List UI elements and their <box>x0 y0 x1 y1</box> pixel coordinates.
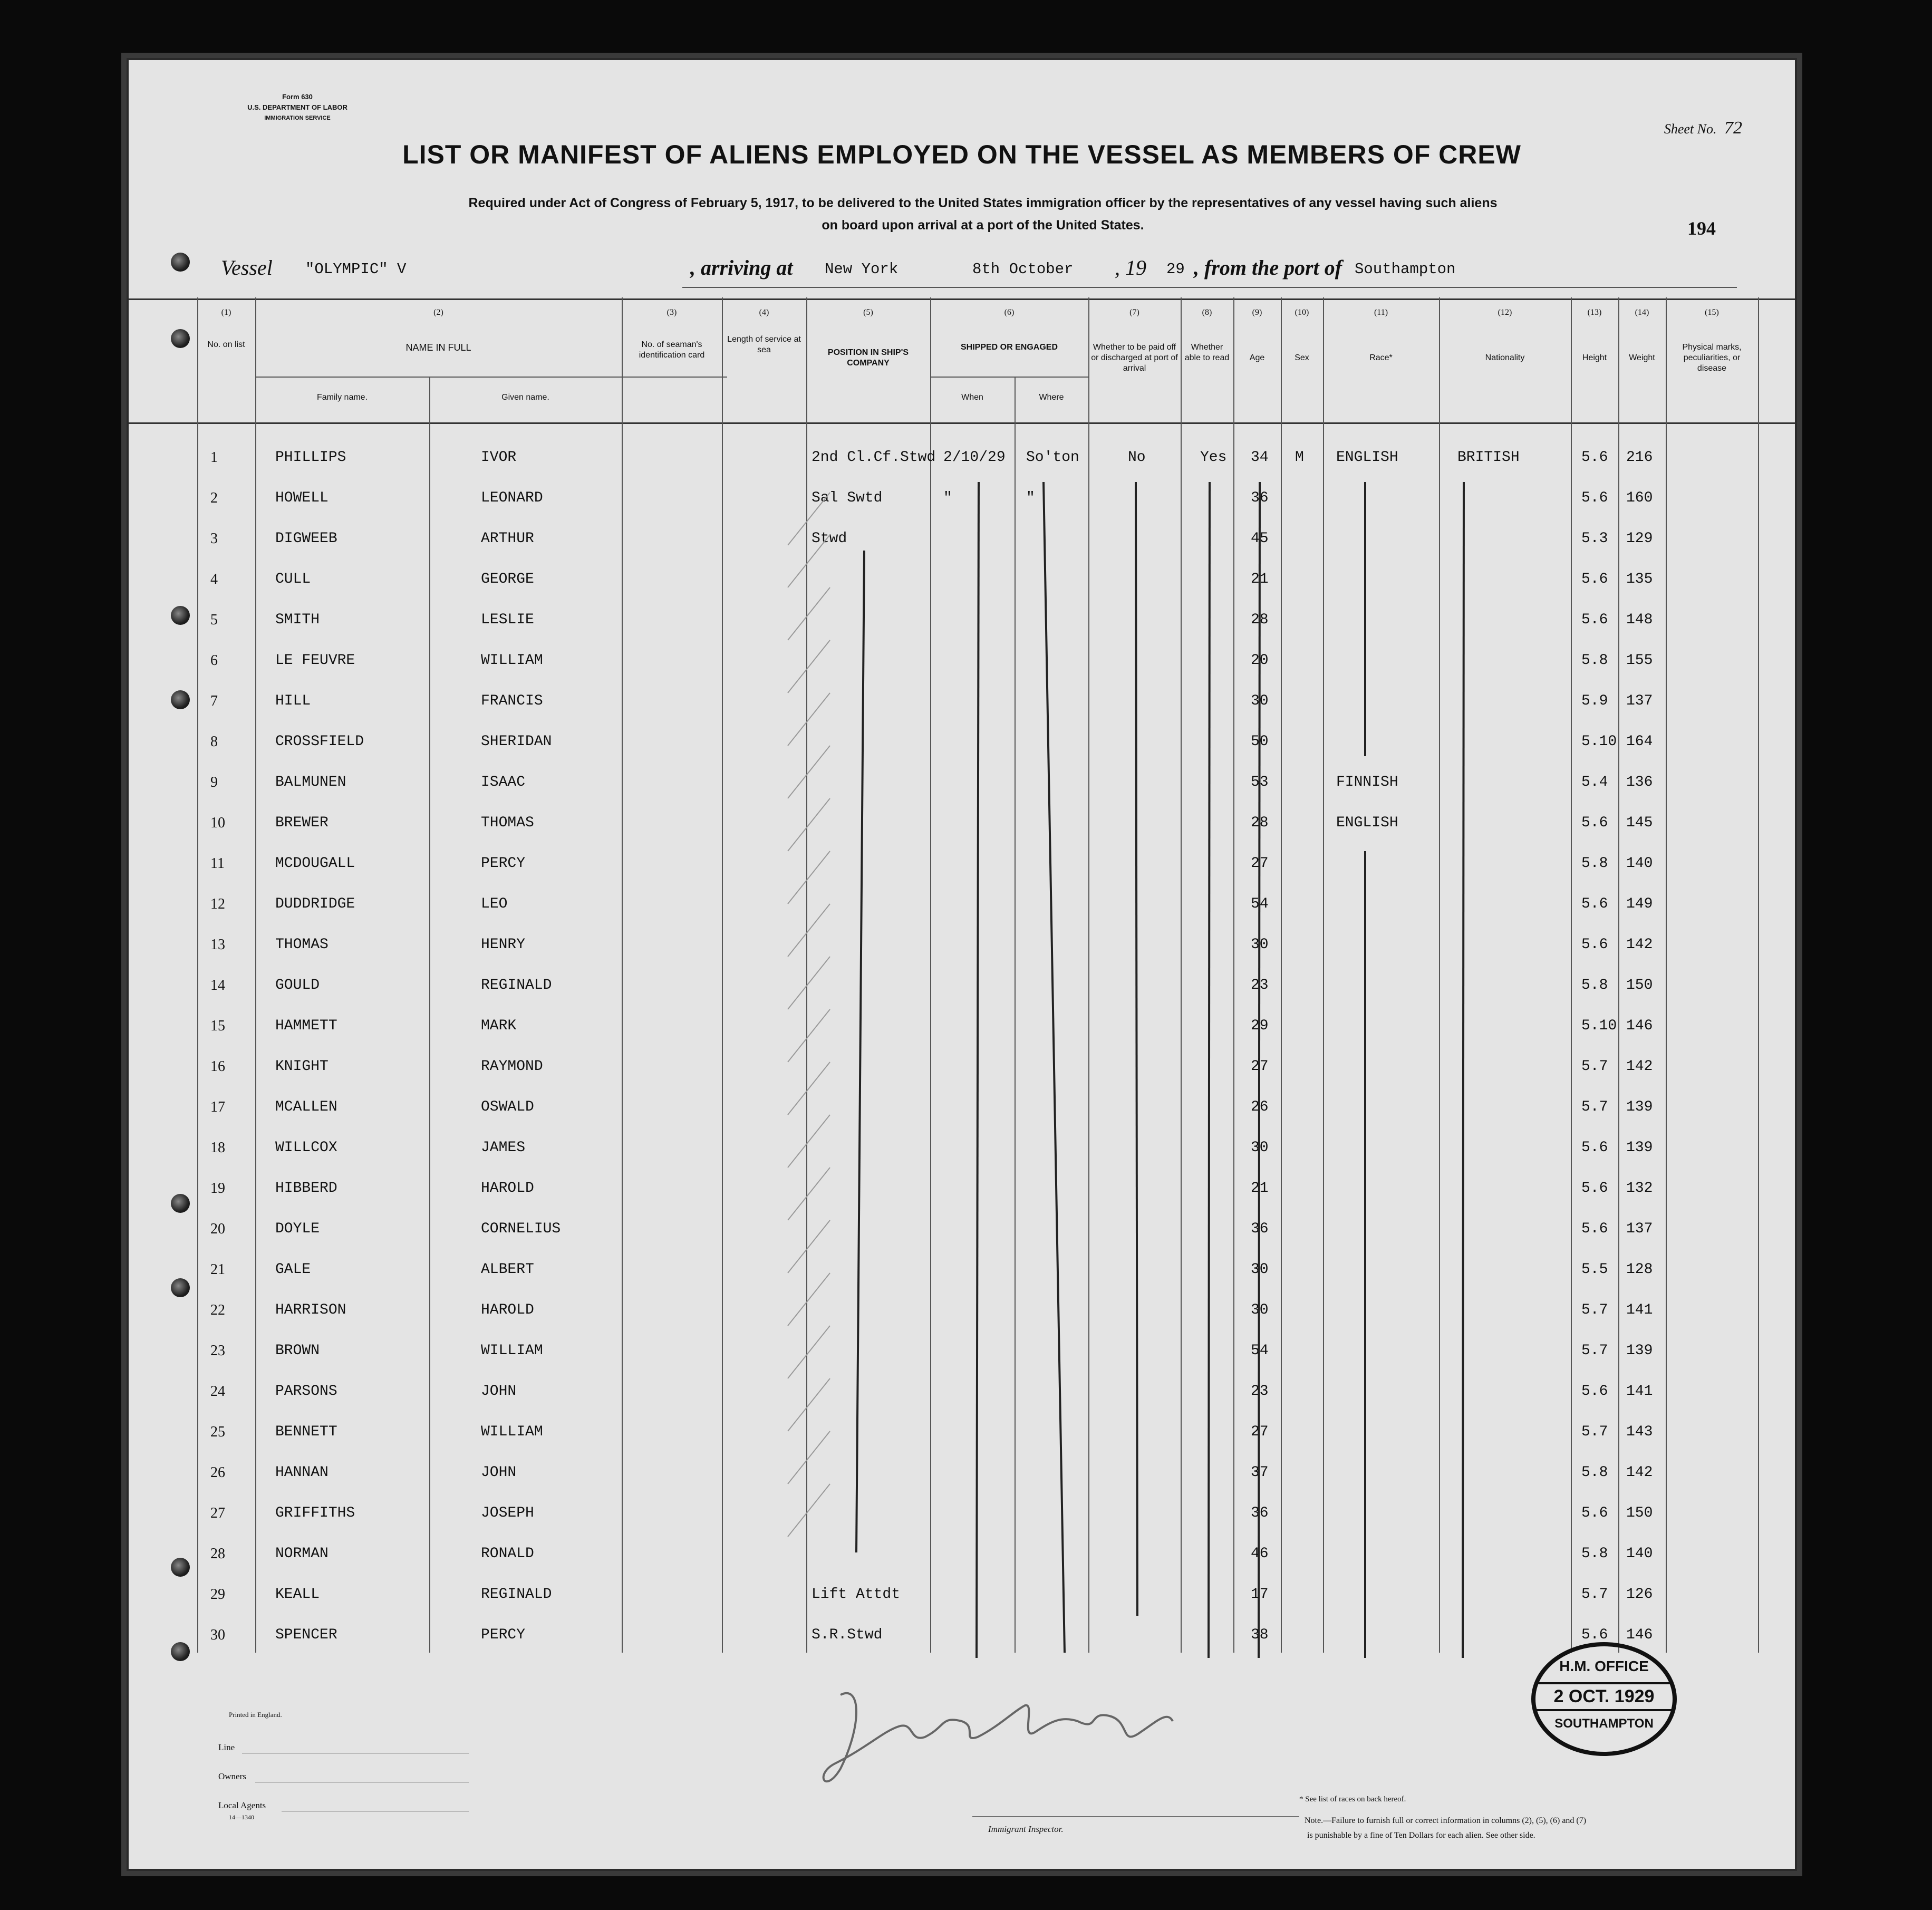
family-name-cell: HILL <box>275 693 311 709</box>
header-position: POSITION IN SHIP'S COMPANY <box>827 348 909 368</box>
family-name-cell: DIGWEEB <box>275 530 337 547</box>
family-name-cell: SPENCER <box>275 1627 337 1643</box>
height-cell: 5.3 <box>1581 530 1608 547</box>
race-cell: ENGLISH <box>1336 815 1398 831</box>
age-cell: 36 <box>1251 490 1269 506</box>
height-cell: 5.6 <box>1581 815 1608 831</box>
family-name-cell: NORMAN <box>275 1546 329 1562</box>
vessel-label: Vessel <box>221 256 273 279</box>
col-num-4: (4) <box>759 308 769 317</box>
row-number: 16 <box>210 1058 225 1075</box>
weight-cell: 155 <box>1626 652 1653 669</box>
age-cell: 30 <box>1251 1140 1269 1156</box>
row-number: 20 <box>210 1221 225 1237</box>
given-name-cell: HAROLD <box>481 1180 534 1197</box>
position-cell: S.R.Stwd <box>812 1627 883 1643</box>
row-number: 17 <box>210 1099 225 1115</box>
sheet-value: 72 <box>1724 118 1742 138</box>
height-cell: 5.8 <box>1581 855 1608 872</box>
weight-cell: 139 <box>1626 1099 1653 1115</box>
owners-label: Owners <box>218 1771 246 1781</box>
col-num-12: (12) <box>1498 308 1512 317</box>
form-number: Form 630 <box>282 93 313 101</box>
stamp-bottom: SOUTHAMPTON <box>1554 1716 1654 1731</box>
manifest-sheet <box>127 58 1797 1871</box>
given-name-cell: THOMAS <box>481 815 534 831</box>
row-number: 15 <box>210 1018 225 1034</box>
row-number: 29 <box>210 1586 225 1603</box>
row-number: 9 <box>210 774 218 790</box>
col-num-6: (6) <box>1004 308 1015 317</box>
family-name-cell: KNIGHT <box>275 1058 329 1075</box>
col-num-1: (1) <box>221 308 231 317</box>
sheet-label: Sheet No. <box>1664 121 1717 137</box>
row-number: 18 <box>210 1140 225 1156</box>
age-cell: 21 <box>1251 1180 1269 1197</box>
family-name-cell: BALMUNEN <box>275 774 346 790</box>
family-name-cell: MCALLEN <box>275 1099 337 1115</box>
weight-cell: 137 <box>1626 1221 1653 1237</box>
height-cell: 5.6 <box>1581 1180 1608 1197</box>
family-name-cell: PARSONS <box>275 1383 337 1400</box>
header-when: When <box>961 393 983 402</box>
age-cell: 30 <box>1251 1302 1269 1318</box>
given-name-cell: HAROLD <box>481 1302 534 1318</box>
weight-cell: 140 <box>1626 1546 1653 1562</box>
weight-cell: 137 <box>1626 693 1653 709</box>
weight-cell: 135 <box>1626 571 1653 587</box>
given-name-cell: HENRY <box>481 937 526 953</box>
weight-cell: 132 <box>1626 1180 1653 1197</box>
year-prefix: , 19 <box>1115 256 1146 279</box>
age-cell: 23 <box>1251 1383 1269 1400</box>
col-num-14: (14) <box>1635 308 1649 317</box>
given-name-cell: REGINALD <box>481 977 552 993</box>
age-cell: 27 <box>1251 855 1269 872</box>
header-weight: Weight <box>1629 353 1655 362</box>
age-cell: 54 <box>1251 896 1269 912</box>
height-cell: 5.6 <box>1581 937 1608 953</box>
col-num-10: (10) <box>1295 308 1309 317</box>
weight-cell: 160 <box>1626 490 1653 506</box>
age-cell: 36 <box>1251 1505 1269 1521</box>
row-number: 26 <box>210 1464 225 1481</box>
row-number: 8 <box>210 734 218 750</box>
age-cell: 28 <box>1251 612 1269 628</box>
header-given-name: Given name. <box>501 393 549 402</box>
able-read-cell: Yes <box>1200 449 1227 466</box>
height-cell: 5.6 <box>1581 896 1608 912</box>
given-name-cell: MARK <box>481 1018 517 1034</box>
weight-cell: 140 <box>1626 855 1653 872</box>
from-port: Southampton <box>1355 261 1456 278</box>
sex-cell: M <box>1295 449 1304 466</box>
row-number: 13 <box>210 937 225 953</box>
row-number: 27 <box>210 1505 225 1521</box>
col-num-2: (2) <box>433 308 443 317</box>
age-cell: 30 <box>1251 1261 1269 1278</box>
weight-cell: 150 <box>1626 977 1653 993</box>
row-number: 19 <box>210 1180 225 1197</box>
row-number: 10 <box>210 815 225 831</box>
header-shipped: SHIPPED OR ENGAGED <box>960 343 1058 352</box>
height-cell: 5.7 <box>1581 1099 1608 1115</box>
arriving-label: , arriving at <box>690 256 793 279</box>
weight-cell: 150 <box>1626 1505 1653 1521</box>
arrival-year: 29 <box>1166 261 1185 278</box>
age-cell: 29 <box>1251 1018 1269 1034</box>
given-name-cell: WILLIAM <box>481 1343 543 1359</box>
weight-cell: 164 <box>1626 734 1653 750</box>
given-name-cell: SHERIDAN <box>481 734 552 750</box>
age-cell: 50 <box>1251 734 1269 750</box>
age-cell: 27 <box>1251 1058 1269 1075</box>
height-cell: 5.8 <box>1581 1464 1608 1481</box>
col-num-8: (8) <box>1202 308 1212 317</box>
given-name-cell: JOHN <box>481 1383 517 1400</box>
paid-off-cell: No <box>1128 449 1146 466</box>
given-name-cell: LEO <box>481 896 508 912</box>
col-num-9: (9) <box>1252 308 1262 317</box>
row-number: 1 <box>210 449 218 466</box>
race-cell: ENGLISH <box>1336 449 1398 466</box>
family-name-cell: CULL <box>275 571 311 587</box>
age-cell: 46 <box>1251 1546 1269 1562</box>
family-name-cell: HANNAN <box>275 1464 329 1481</box>
position-cell: Stwd <box>812 530 847 547</box>
weight-cell: 148 <box>1626 612 1653 628</box>
position-cell: Sal Swtd <box>812 490 883 506</box>
age-cell: 21 <box>1251 571 1269 587</box>
height-cell: 5.10 <box>1581 734 1617 750</box>
family-name-cell: HIBBERD <box>275 1180 337 1197</box>
given-name-cell: ARTHUR <box>481 530 534 547</box>
age-cell: 17 <box>1251 1586 1269 1603</box>
header-sex: Sex <box>1295 353 1309 362</box>
height-cell: 5.8 <box>1581 1546 1608 1562</box>
height-cell: 5.8 <box>1581 977 1608 993</box>
age-cell: 27 <box>1251 1424 1269 1440</box>
given-name-cell: GEORGE <box>481 571 534 587</box>
given-name-cell: PERCY <box>481 855 526 872</box>
age-cell: 30 <box>1251 937 1269 953</box>
subtitle-line-1: Required under Act of Congress of February 5, 1917, to be delivered to the United States immigration officer by the representatives of any vessel having such aliens <box>468 196 1498 210</box>
given-name-cell: ISAAC <box>481 774 526 790</box>
weight-cell: 126 <box>1626 1586 1653 1603</box>
height-cell: 5.9 <box>1581 693 1608 709</box>
age-cell: 34 <box>1251 449 1269 466</box>
family-name-cell: LE FEUVRE <box>275 652 355 669</box>
printed-in: Printed in England. <box>229 1711 282 1719</box>
header-seaman-id: No. of seaman's identification card <box>639 340 705 360</box>
row-number: 23 <box>210 1343 225 1359</box>
age-cell: 37 <box>1251 1464 1269 1481</box>
weight-cell: 216 <box>1626 449 1653 466</box>
age-cell: 53 <box>1251 774 1269 790</box>
vessel-name: "OLYMPIC" V <box>305 261 407 278</box>
given-name-cell: FRANCIS <box>481 693 543 709</box>
family-name-cell: THOMAS <box>275 937 329 953</box>
family-name-cell: GRIFFITHS <box>275 1505 355 1521</box>
age-cell: 26 <box>1251 1099 1269 1115</box>
family-name-cell: HAMMETT <box>275 1018 337 1034</box>
weight-cell: 146 <box>1626 1018 1653 1034</box>
given-name-cell: JOHN <box>481 1464 517 1481</box>
office-stamp <box>1531 1642 1677 1756</box>
weight-cell: 136 <box>1626 774 1653 790</box>
nationality-cell: BRITISH <box>1457 449 1520 466</box>
given-name-cell: RONALD <box>481 1546 534 1562</box>
row-number: 7 <box>210 693 218 709</box>
family-name-cell: BENNETT <box>275 1424 337 1440</box>
height-cell: 5.6 <box>1581 1627 1608 1643</box>
header-nationality: Nationality <box>1485 353 1525 362</box>
age-cell: 45 <box>1251 530 1269 547</box>
header-height: Height <box>1582 353 1607 362</box>
age-cell: 20 <box>1251 652 1269 669</box>
local-agents-label: Local Agents <box>218 1800 266 1810</box>
family-name-cell: GALE <box>275 1261 311 1278</box>
weight-cell: 139 <box>1626 1343 1653 1359</box>
weight-cell: 149 <box>1626 896 1653 912</box>
age-cell: 30 <box>1251 693 1269 709</box>
height-cell: 5.7 <box>1581 1058 1608 1075</box>
family-name-cell: BROWN <box>275 1343 320 1359</box>
header-length-service: Length of service at sea <box>727 335 801 354</box>
ditto-marks <box>129 60 1795 1869</box>
col-num-11: (11) <box>1374 308 1388 317</box>
header-paid-off: Whether to be paid off or discharged at port of arrival <box>1091 343 1178 373</box>
height-cell: 5.7 <box>1581 1424 1608 1440</box>
height-cell: 5.7 <box>1581 1302 1608 1318</box>
age-cell: 38 <box>1251 1627 1269 1643</box>
row-number: 3 <box>210 530 218 547</box>
header-no-on-list: No. on list <box>207 340 245 349</box>
where-cell: So'ton <box>1026 449 1079 466</box>
height-cell: 5.8 <box>1581 652 1608 669</box>
given-name-cell: OSWALD <box>481 1099 534 1115</box>
given-name-cell: WILLIAM <box>481 1424 543 1440</box>
given-name-cell: IVOR <box>481 449 517 466</box>
row-number: 21 <box>210 1261 225 1278</box>
header-able-read: Whether able to read <box>1184 343 1230 362</box>
height-cell: 5.6 <box>1581 571 1608 587</box>
age-cell: 36 <box>1251 1221 1269 1237</box>
height-cell: 5.10 <box>1581 1018 1617 1034</box>
header-where: Where <box>1039 393 1064 402</box>
height-cell: 5.6 <box>1581 1140 1608 1156</box>
height-cell: 5.5 <box>1581 1261 1608 1278</box>
family-name-cell: BREWER <box>275 815 329 831</box>
weight-cell: 128 <box>1626 1261 1653 1278</box>
weight-cell: 139 <box>1626 1140 1653 1156</box>
position-cell: Lift Attdt <box>812 1586 901 1603</box>
family-name-cell: HARRISON <box>275 1302 346 1318</box>
family-name-cell: DOYLE <box>275 1221 320 1237</box>
family-name-cell: GOULD <box>275 977 320 993</box>
col-num-13: (13) <box>1587 308 1602 317</box>
race-cell: FINNISH <box>1336 774 1398 790</box>
family-name-cell: DUDDRIDGE <box>275 896 355 912</box>
age-cell: 23 <box>1251 977 1269 993</box>
stamp-top: H.M. OFFICE <box>1559 1658 1649 1674</box>
row-number: 5 <box>210 612 218 628</box>
from-label: , from the port of <box>1194 256 1342 279</box>
weight-cell: 129 <box>1626 530 1653 547</box>
weight-cell: 142 <box>1626 1058 1653 1075</box>
height-cell: 5.6 <box>1581 612 1608 628</box>
subtitle-line-2: on board upon arrival at a port of the United States. <box>822 218 1144 233</box>
weight-cell: 143 <box>1626 1424 1653 1440</box>
form-code: 14—1340 <box>229 1813 254 1821</box>
row-number: 12 <box>210 896 225 912</box>
given-name-cell: WILLIAM <box>481 652 543 669</box>
given-name-cell: RAYMOND <box>481 1058 543 1075</box>
page-title: LIST OR MANIFEST OF ALIENS EMPLOYED ON THE VESSEL AS MEMBERS OF CREW <box>402 140 1521 169</box>
when-cell: 2/10/29 <box>943 449 1006 466</box>
height-cell: 5.4 <box>1581 774 1608 790</box>
given-name-cell: JAMES <box>481 1140 526 1156</box>
header-name-in-full: NAME IN FULL <box>405 342 471 353</box>
col-num-3: (3) <box>666 308 677 317</box>
height-cell: 5.6 <box>1581 1383 1608 1400</box>
family-name-cell: WILLCOX <box>275 1140 337 1156</box>
row-number: 14 <box>210 977 225 993</box>
weight-cell: 146 <box>1626 1627 1653 1643</box>
row-number: 11 <box>210 855 225 872</box>
weight-cell: 141 <box>1626 1302 1653 1318</box>
age-cell: 28 <box>1251 815 1269 831</box>
height-cell: 5.6 <box>1581 449 1608 466</box>
signature-image <box>804 1663 1183 1800</box>
given-name-cell: LESLIE <box>481 612 534 628</box>
row-number: 2 <box>210 490 218 506</box>
races-note: * See list of races on back hereof. <box>1299 1795 1406 1803</box>
row-number: 28 <box>210 1546 225 1562</box>
col-num-5: (5) <box>863 308 873 317</box>
row-number: 6 <box>210 652 218 669</box>
arrival-date: 8th October <box>972 261 1074 278</box>
position-cell: 2nd Cl.Cf.Stwd <box>812 449 936 466</box>
row-number: 24 <box>210 1383 225 1400</box>
given-name-cell: CORNELIUS <box>481 1221 561 1237</box>
height-cell: 5.6 <box>1581 490 1608 506</box>
family-name-cell: PHILLIPS <box>275 449 346 466</box>
inspector-rule <box>972 1816 1299 1817</box>
col-num-7: (7) <box>1129 308 1139 317</box>
height-cell: 5.6 <box>1581 1221 1608 1237</box>
row-number: 25 <box>210 1424 225 1440</box>
header-race: Race* <box>1369 353 1393 362</box>
weight-cell: 142 <box>1626 1464 1653 1481</box>
family-name-cell: SMITH <box>275 612 320 628</box>
header-family-name: Family name. <box>316 393 368 402</box>
family-name-cell: KEALL <box>275 1586 320 1603</box>
given-name-cell: LEONARD <box>481 490 543 506</box>
when-cell: " <box>943 490 952 506</box>
inspector-label: Immigrant Inspector. <box>988 1824 1064 1834</box>
page-number: 194 <box>1687 218 1716 239</box>
arrival-port: New York <box>825 261 899 278</box>
family-name-cell: HOWELL <box>275 490 329 506</box>
weight-cell: 142 <box>1626 937 1653 953</box>
department: U.S. DEPARTMENT OF LABOR <box>247 103 347 111</box>
given-name-cell: PERCY <box>481 1627 526 1643</box>
row-number: 30 <box>210 1627 225 1643</box>
given-name-cell: JOSEPH <box>481 1505 534 1521</box>
given-name-cell: ALBERT <box>481 1261 534 1278</box>
height-cell: 5.6 <box>1581 1505 1608 1521</box>
col-num-15: (15) <box>1705 308 1719 317</box>
age-cell: 54 <box>1251 1343 1269 1359</box>
row-number: 4 <box>210 571 218 587</box>
weight-cell: 145 <box>1626 815 1653 831</box>
weight-cell: 141 <box>1626 1383 1653 1400</box>
height-cell: 5.7 <box>1581 1343 1608 1359</box>
height-cell: 5.7 <box>1581 1586 1608 1603</box>
family-name-cell: CROSSFIELD <box>275 734 364 750</box>
given-name-cell: REGINALD <box>481 1586 552 1603</box>
note-line-2: is punishable by a fine of Ten Dollars for each alien. See other side. <box>1307 1831 1535 1840</box>
stamp-date: 2 OCT. 1929 <box>1535 1682 1673 1711</box>
family-name-cell: MCDOUGALL <box>275 855 355 872</box>
note-line-1: Note.—Failure to furnish full or correct information in columns (2), (5), (6) and (7) <box>1305 1816 1587 1825</box>
line-label: Line <box>218 1742 235 1752</box>
where-cell: " <box>1026 490 1035 506</box>
row-number: 22 <box>210 1302 225 1318</box>
service: IMMIGRATION SERVICE <box>264 115 331 121</box>
header-age: Age <box>1249 353 1265 362</box>
header-physical: Physical marks, peculiarities, or disease <box>1682 343 1742 373</box>
